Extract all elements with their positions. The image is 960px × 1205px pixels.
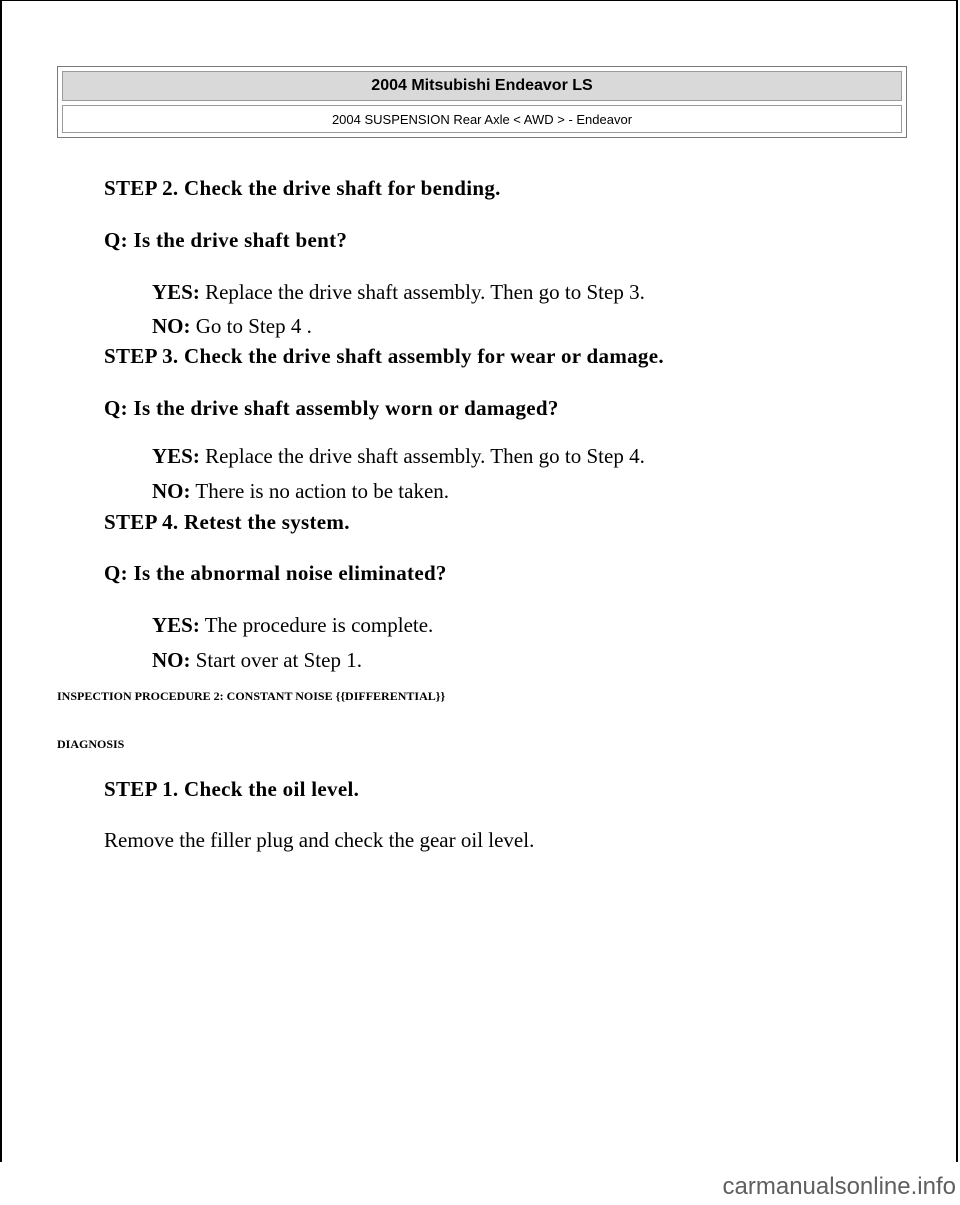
yes-text: Replace the drive shaft assembly. Then go to Step 3. [199, 280, 645, 304]
no-label: NO: [152, 314, 191, 338]
step2-yes [152, 280, 645, 305]
step4-question: Q: Is the abnormal noise eliminated? [104, 561, 447, 585]
no-label: NO: [152, 648, 191, 672]
diagnosis-heading: DIAGNOSIS [57, 737, 125, 751]
step2-no [152, 314, 312, 339]
watermark-text: carmanualsonline.info [722, 1173, 956, 1200]
step4-title: STEP 4. Retest the system. [104, 510, 350, 534]
no-text: There is no action to be taken. [190, 479, 450, 503]
header-title: 2004 Mitsubishi Endeavor LS [62, 71, 902, 101]
step2-title: STEP 2. Check the drive shaft for bending. [104, 176, 501, 200]
yes-label: YES: [152, 613, 200, 637]
step2-question: Q: Is the drive shaft bent? [104, 228, 348, 252]
inspection-heading: INSPECTION PROCEDURE 2: CONSTANT NOISE {{DIFFERENTIAL}} [57, 689, 446, 703]
no-label: NO: [152, 479, 191, 503]
step3-no [152, 479, 449, 504]
step4-no [152, 648, 362, 673]
header-subtitle: 2004 SUSPENSION Rear Axle < AWD > - Endeavor [62, 105, 902, 133]
document-header [57, 66, 907, 138]
yes-label: YES: [152, 280, 200, 304]
no-text: Start over at Step 1. [190, 648, 362, 672]
yes-text: The procedure is complete. [199, 613, 434, 637]
step4-yes [152, 613, 433, 638]
yes-text: Replace the drive shaft assembly. Then go to Step 4. [199, 444, 645, 468]
step3-question: Q: Is the drive shaft assembly worn or damaged? [104, 396, 559, 420]
step1-title: STEP 1. Check the oil level. [104, 777, 360, 801]
yes-label: YES: [152, 444, 200, 468]
step3-title: STEP 3. Check the drive shaft assembly for wear or damage. [104, 344, 664, 368]
no-text: Go to Step 4 . [190, 314, 312, 338]
step1-text: Remove the filler plug and check the gear oil level. [104, 828, 535, 852]
step3-yes [152, 444, 645, 469]
